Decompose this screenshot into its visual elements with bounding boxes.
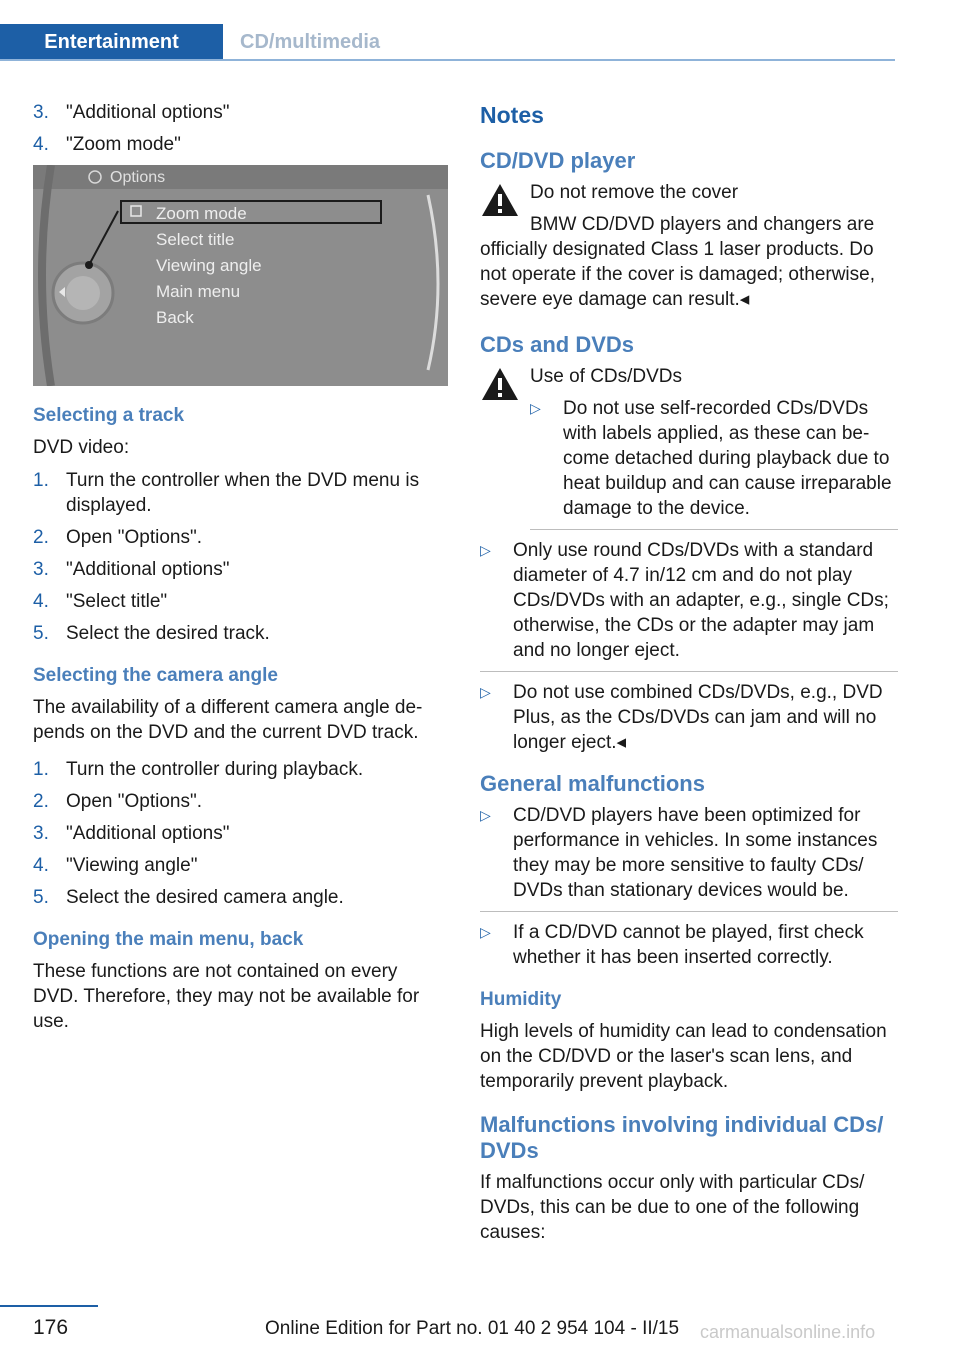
heading-cds-dvds: CDs and DVDs: [480, 332, 635, 357]
warning-block: [480, 364, 898, 530]
menu-item-back[interactable]: Back: [156, 308, 194, 327]
triangle-bullet-icon: ▷: [480, 924, 491, 940]
inner-bullet-list: [530, 396, 898, 530]
tab-entertainment[interactable]: Entertainment: [0, 24, 223, 61]
list-item: 5. Select the desired camera angle.: [33, 887, 344, 908]
list-item: 5. Select the desired track.: [33, 623, 270, 644]
triangle-bullet-icon: ▷: [480, 542, 491, 558]
page-number: 176: [33, 1316, 69, 1339]
warning-triangle-icon: [480, 182, 520, 218]
heading-notes: Notes: [480, 102, 544, 128]
heading-selecting-track: Selecting a track: [33, 405, 185, 426]
top-steps: [33, 100, 448, 157]
tab-cd-multimedia[interactable]: CD/multimedia: [240, 31, 381, 53]
edition-text: Online Edition for Part no. 01 40 2 954 104 - II/15: [265, 1318, 680, 1339]
warning-title: Do not remove the cover: [530, 182, 739, 203]
menu-item-viewing-angle[interactable]: Viewing angle: [156, 256, 262, 275]
list-item: 4. "Zoom mode": [33, 134, 181, 155]
heading-cd-dvd-player: CD/DVD player: [480, 148, 636, 173]
list-item: ▷ Do not use combined CDs/DVDs, e.g., DVD Plus, as the CDs/DVDs can jam and will no longer eject.◂: [480, 682, 883, 753]
heading-individual-malfunctions: Malfunctions involving individual CDs/ DVDs: [480, 1112, 884, 1163]
warning-text-continued: officially designated Class 1 laser products. Do not operate if the cover is damaged; otherwise, severe eye damage can result.◂: [480, 239, 876, 310]
heading-main-menu: Opening the main menu, back: [33, 929, 304, 950]
idrive-screen-illustration: [33, 165, 448, 386]
list-item: ▷ If a CD/DVD cannot be played, first check whether it has been inserted correctly.: [480, 922, 864, 968]
footer-rule: [0, 1305, 98, 1307]
list-item: 2. Open "Options".: [33, 527, 203, 548]
list-item: 2. Open "Options".: [33, 791, 203, 812]
warning-title: Use of CDs/DVDs: [530, 366, 683, 387]
triangle-bullet-icon: ▷: [530, 400, 541, 416]
list-item: 1. Turn the controller when the DVD menu is displayed.: [33, 470, 420, 516]
track-steps: [33, 468, 448, 646]
bullet-list: [480, 538, 898, 763]
list-item: 3. "Additional options": [33, 823, 230, 844]
list-item: ▷ Only use round CDs/DVDs with a standard diameter of 4.7 in/12 cm and do not play CDs/DVDs with an adapter, e.g., single CDs; otherwise, the CDs or the adapter may jam and no longer eject.: [480, 538, 898, 672]
menu-item-zoom-mode[interactable]: Zoom mode: [156, 204, 247, 223]
list-item: 1. Turn the controller during playback.: [33, 759, 364, 780]
triangle-bullet-icon: ▷: [480, 684, 491, 700]
warning-triangle-icon: [480, 366, 520, 402]
heading-general-malfunctions: General malfunctions: [480, 771, 705, 796]
menu-item-select-title[interactable]: Select title: [156, 230, 235, 249]
humidity-text: High levels of humidity can lead to condensation on the CD/DVD or the laser's scan lens, and temporarily prevent playback.: [480, 1021, 887, 1092]
screen-title: Options: [110, 169, 166, 186]
list-item: ▷ Do not use self-recorded CDs/DVDs with labels applied, as these can become detached during playback due to heat buildup and can cause irreparable damage to the device.: [530, 396, 898, 530]
warning-text: BMW CD/DVD players and changers are: [530, 214, 875, 235]
individual-text: If malfunctions occur only with particular CDs/ DVDs, this can be due to one of the following causes:: [480, 1172, 865, 1243]
main-menu-text: These functions are not contained on every DVD. Therefore, they may not be available for use.: [33, 961, 420, 1032]
list-item: 3. "Additional options": [33, 102, 230, 123]
header-rule: [0, 59, 895, 61]
warning-block: [480, 180, 898, 237]
list-item: ▷ CD/DVD players have been optimized for performance in vehicles. In some instances they may be more sensitive to faulty CDs/ DVDs than stationary devices would be.: [480, 803, 898, 912]
right-column: [480, 100, 898, 1245]
bullet-list: [480, 803, 898, 978]
intro-text: The availability of a different camera angle depends on the DVD and the current DVD track.: [33, 697, 423, 743]
heading-camera-angle: Selecting the camera angle: [33, 665, 278, 686]
intro-text: DVD video:: [33, 437, 130, 458]
list-item: 3. "Additional options": [33, 559, 230, 580]
list-item: 4. "Select title": [33, 591, 168, 612]
heading-humidity: Humidity: [480, 989, 562, 1010]
page-header: [0, 0, 895, 62]
camera-steps: [33, 757, 448, 910]
list-item: 4. "Viewing angle": [33, 855, 198, 876]
menu-item-main-menu[interactable]: Main menu: [156, 282, 241, 301]
left-column: [33, 100, 448, 1034]
screen-menu: [156, 201, 262, 331]
watermark: carmanualsonline.info: [700, 1322, 876, 1342]
triangle-bullet-icon: ▷: [480, 807, 491, 823]
